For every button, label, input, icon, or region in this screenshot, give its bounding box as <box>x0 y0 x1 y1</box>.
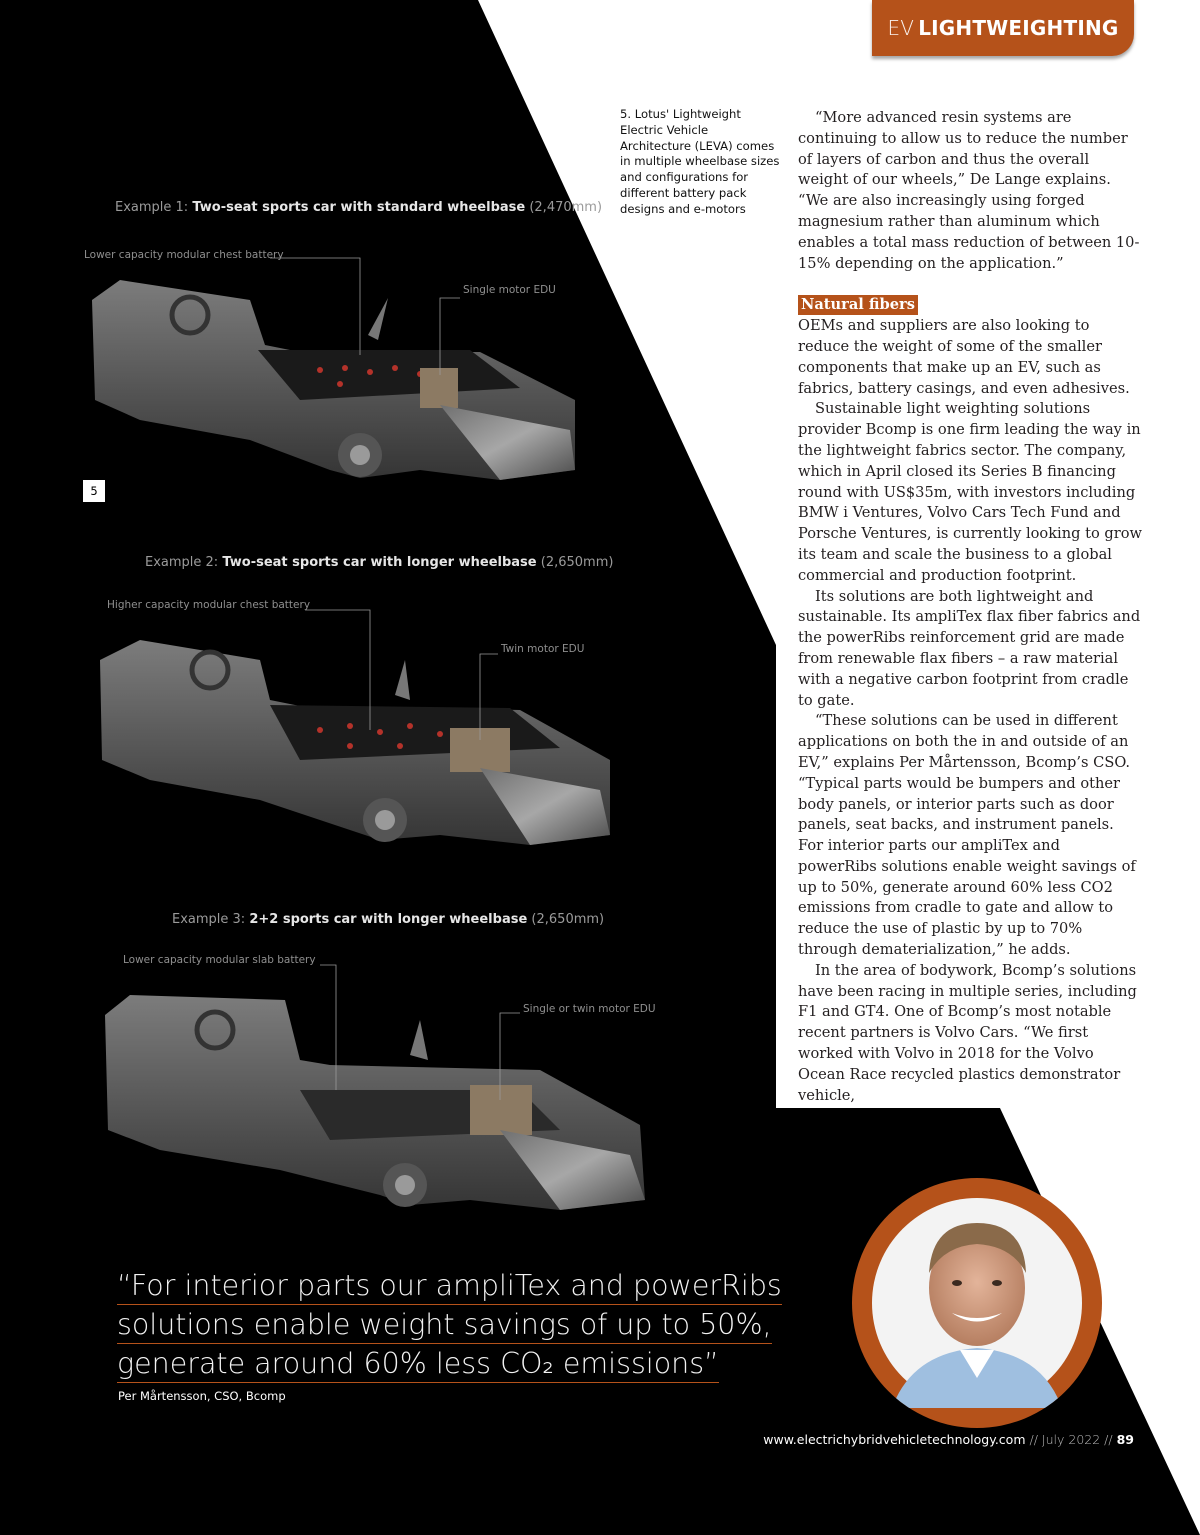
example-2-title <box>145 555 613 570</box>
body-paragraph-1: “More advanced resin systems are continuing to allow us to reduce the number of layers of carbon and thus the overall weight of our wheels,” De Lange explains. “We are also increasingly using forged magnesium rather than aluminum which enables a total mass reduction of between 10-15% depending on the application.” <box>798 109 1140 272</box>
example-1-prefix: Example 1: <box>115 200 189 215</box>
pull-quote-line-2: solutions enable weight savings of up to 50%, <box>117 1306 772 1344</box>
example-2-battery-callout: Higher capacity modular chest battery <box>107 599 311 611</box>
example-3-prefix: Example 3: <box>172 912 246 927</box>
footer-date: July 2022 <box>1041 1432 1101 1447</box>
footer-url[interactable]: www.electrichybridvehicletechnology.com <box>763 1432 1026 1447</box>
pull-quote <box>117 1266 797 1383</box>
page-footer <box>763 1432 1134 1447</box>
pull-quote-line-1: “For interior parts our ampliTex and powerRibs <box>117 1267 782 1305</box>
footer-separator-2: // <box>1104 1432 1113 1447</box>
example-2-prefix: Example 2: <box>145 555 219 570</box>
body-paragraph-3: Sustainable light weighting solutions provider Bcomp is one firm leading the way in the lightweight fabrics sector. The company, which in April closed its Series B financing round with US$35m, with investors including BMW i Ventures, Volvo Cars Tech Fund and Porsche Ventures, is currently looking to grow its team and scale the business to a global commercial and production footprint. <box>798 400 1142 584</box>
page-number: 89 <box>1116 1432 1134 1447</box>
body-paragraph-6: In the area of bodywork, Bcomp’s solutions have been racing in multiple series, including F1 and GT4. One of Bcomp’s most notable recent partners is Volvo Cars. “We first worked with Volvo in 2018 for the Volvo Ocean Race recycled plastics demonstrator vehicle, <box>798 961 1137 1104</box>
body-paragraph-2: OEMs and suppliers are also looking to reduce the weight of some of the smaller components that make up an EV, such as fabrics, battery casings, and even adhesives. <box>798 317 1130 397</box>
example-3-battery-callout: Lower capacity modular slab battery <box>123 954 316 966</box>
portrait-photo <box>852 1178 1102 1428</box>
example-2-strong: Two-seat sports car with longer wheelbase <box>222 555 537 570</box>
figure-number: 5 <box>83 480 105 502</box>
section-header-tab <box>872 0 1134 56</box>
example-1-title <box>115 200 602 215</box>
example-2-suffix: (2,650mm) <box>540 555 614 570</box>
article-body <box>798 108 1143 1106</box>
section-header-bold: LIGHTWEIGHTING <box>918 16 1119 40</box>
example-3-strong: 2+2 sports car with longer wheelbase <box>249 912 528 927</box>
body-paragraph-5: “These solutions can be used in different applications on both the in and outside of an EV,” explains Per Mårtensson, Bcomp’s CSO. “Typical parts would be bumpers and other body panels, or interior parts such as door panels, seat backs, and instrument panels. For interior parts our ampliTex and powerRibs solutions enable weight savings of up to 50%, generate around 60% less CO2 emissions from cradle to gate and allow to reduce the use of plastic by up to 70% through dematerialization,” he adds. <box>798 712 1136 959</box>
example-1-strong: Two-seat sports car with standard wheelbase <box>192 200 526 215</box>
figure-caption: 5. Lotus' Lightweight Electric Vehicle Architecture (LEVA) comes in multiple wheelbase sizes and configurations for different battery pack designs and e-motors <box>620 107 780 216</box>
example-3-suffix: (2,650mm) <box>531 912 605 927</box>
portrait-image <box>852 1178 1102 1428</box>
pull-quote-line-3: generate around 60% less CO₂ emissions” <box>117 1345 719 1383</box>
body-paragraph-4: Its solutions are both lightweight and sustainable. Its ampliTex flax fiber fabrics and the powerRibs reinforcement grid are made from renewable flax fibers – a raw material with a negative carbon footprint from cradle to gate. <box>798 587 1141 709</box>
example-1-suffix: (2,470mm) <box>529 200 603 215</box>
example-2-motor-callout: Twin motor EDU <box>501 643 585 655</box>
footer-separator-1: // <box>1029 1432 1038 1447</box>
example-3-motor-callout: Single or twin motor EDU <box>523 1003 656 1015</box>
section-header-light: EV <box>887 16 915 40</box>
pull-quote-attribution: Per Mårtensson, CSO, Bcomp <box>118 1389 286 1403</box>
example-1-battery-callout: Lower capacity modular chest battery <box>84 249 284 261</box>
example-1-motor-callout: Single motor EDU <box>463 284 556 296</box>
subhead-natural-fibers: Natural fibers <box>798 295 918 315</box>
example-3-title <box>172 912 604 927</box>
